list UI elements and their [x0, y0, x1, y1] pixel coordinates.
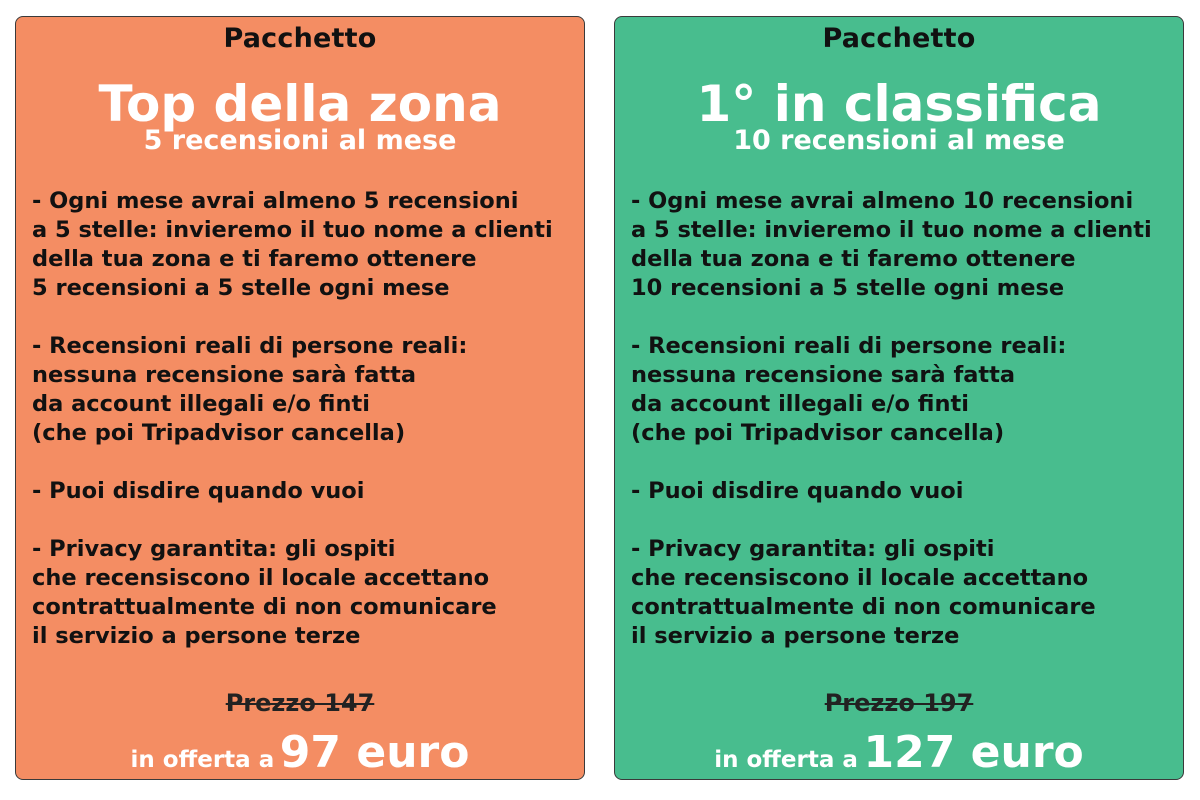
feature-item-privacy: - Privacy garantita: gli ospiti che recensiscono il locale accettano contrattualmente di non comunicare il servizio a persone terze — [631, 536, 1096, 649]
feature-item-monthly-reviews: - Ogni mese avrai almeno 5 recensioni a 5 stelle: invieremo il tuo nome a clienti della tua zona e ti faremo ottenere 5 recensioni a 5 stelle ogni mese — [32, 188, 553, 301]
package-card-1-in-classifica — [614, 16, 1184, 780]
offer-price: 97 euro — [279, 727, 470, 778]
feature-item-real-reviews: - Recensioni reali di persone reali: nessuna recensione sarà fatta da account illegali e/o finti (che poi Tripadvisor cancella) — [32, 333, 468, 446]
offer-price-line — [16, 727, 584, 778]
feature-item-privacy: - Privacy garantita: gli ospiti che recensiscono il locale accettano contrattualmente di non comunicare il servizio a persone terze — [32, 536, 497, 649]
package-label: Pacchetto — [822, 23, 976, 54]
feature-list — [32, 187, 577, 680]
old-price — [16, 689, 584, 717]
package-subtitle: 10 recensioni al mese — [733, 125, 1065, 156]
package-card-top-della-zona — [15, 16, 585, 780]
offer-price: 127 euro — [863, 727, 1084, 778]
old-price-text: Prezzo 147 — [225, 689, 375, 717]
package-title: Top della zona — [98, 75, 502, 133]
offer-text: in offerta a — [714, 747, 858, 773]
feature-item-monthly-reviews: - Ogni mese avrai almeno 10 recensioni a 5 stelle: invieremo il tuo nome a clienti della tua zona e ti faremo ottenere 10 recensioni a 5 stelle ogni mese — [631, 188, 1152, 301]
package-label: Pacchetto — [223, 23, 377, 54]
old-price-text: Prezzo 197 — [824, 689, 974, 717]
offer-price-line — [615, 727, 1183, 778]
package-title: 1° in classifica — [696, 75, 1102, 133]
package-subtitle: 5 recensioni al mese — [143, 125, 457, 156]
feature-item-real-reviews: - Recensioni reali di persone reali: nessuna recensione sarà fatta da account illegali e/o finti (che poi Tripadvisor cancella) — [631, 333, 1067, 446]
offer-text: in offerta a — [130, 747, 275, 773]
feature-item-cancel-anytime: - Puoi disdire quando vuoi — [32, 478, 365, 504]
feature-list — [631, 187, 1176, 680]
old-price — [615, 689, 1183, 717]
feature-item-cancel-anytime: - Puoi disdire quando vuoi — [631, 478, 964, 504]
